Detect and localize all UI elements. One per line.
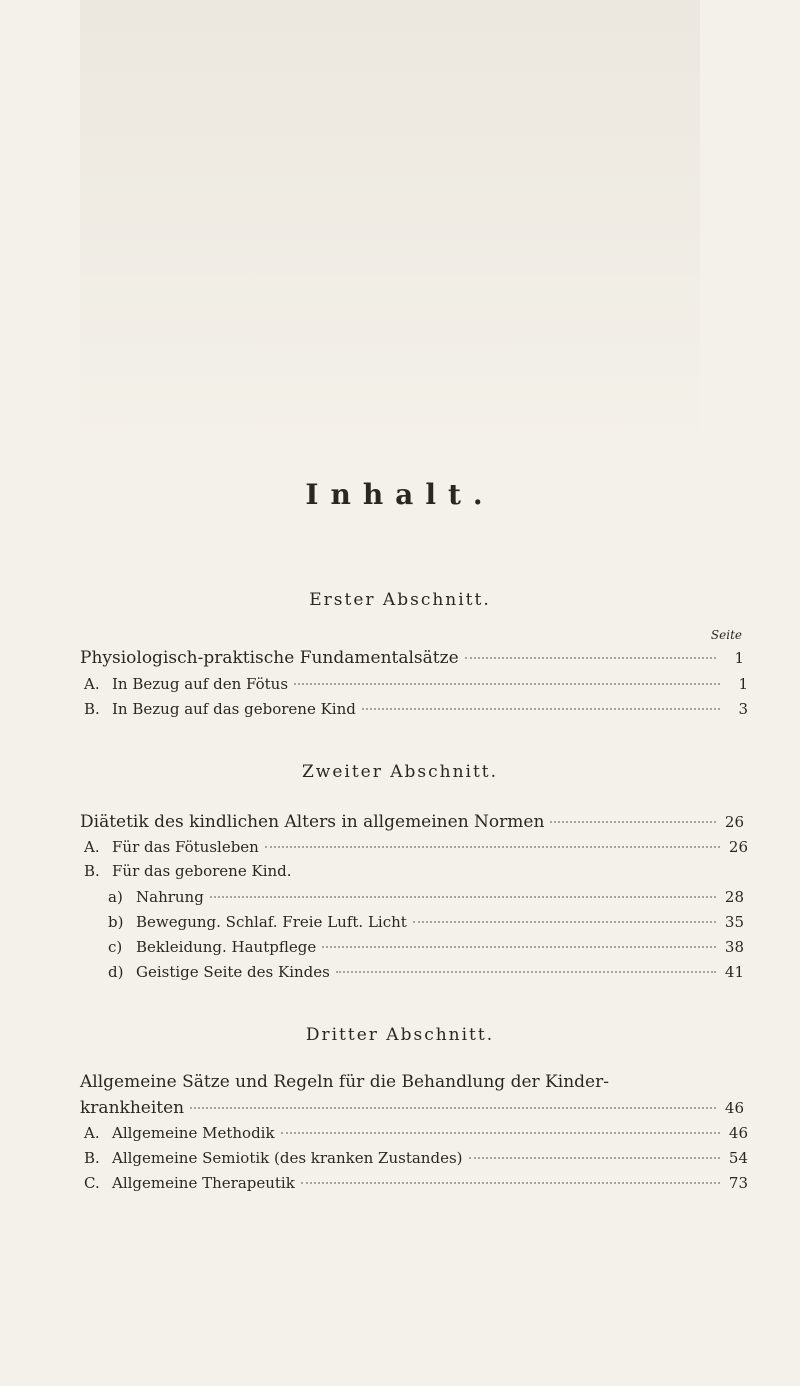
toc-entry[interactable] <box>84 675 748 693</box>
entry-letter: C. <box>84 1174 100 1192</box>
page-title: Inhalt. <box>305 478 495 511</box>
leader-dots <box>294 683 720 685</box>
toc-entry[interactable] <box>84 1149 748 1167</box>
entry-title-line2: krankheiten <box>80 1098 185 1118</box>
entry-page: 3 <box>738 700 748 718</box>
entry-title: Bekleidung. Hautpflege <box>136 938 317 956</box>
page-column-label: Seite <box>710 628 742 642</box>
toc-entry[interactable] <box>84 838 748 856</box>
leader-dots <box>190 1107 716 1109</box>
entry-title: Für das Fötusleben <box>112 838 259 856</box>
entry-title: Für das geborene Kind. <box>112 862 292 880</box>
entry-letter: B. <box>84 862 100 880</box>
entry-title: Diätetik des kindlichen Alters in allgemeinen Normen <box>80 812 545 832</box>
leader-dots <box>465 657 716 659</box>
bleed-through-area <box>80 0 700 460</box>
entry-title: Allgemeine Semiotik (des kranken Zustandes) <box>112 1149 463 1167</box>
entry-letter: d) <box>108 963 124 981</box>
entry-letter: c) <box>108 938 123 956</box>
entry-letter: A. <box>84 1124 100 1142</box>
entry-title: In Bezug auf das geborene Kind <box>112 700 356 718</box>
toc-entry[interactable] <box>84 862 748 880</box>
leader-dots <box>265 846 720 848</box>
entry-letter: A. <box>84 675 100 693</box>
toc-entry[interactable] <box>80 812 744 832</box>
entry-title: Bewegung. Schlaf. Freie Luft. Licht <box>136 913 407 931</box>
toc-entry[interactable] <box>108 913 744 931</box>
entry-page: 46 <box>728 1124 748 1142</box>
toc-entry[interactable] <box>84 1124 748 1142</box>
entry-page: 73 <box>728 1174 748 1192</box>
toc-entry[interactable] <box>108 888 744 906</box>
entry-title-line1: Allgemeine Sätze und Regeln für die Behandlung der Kinder- <box>80 1072 609 1092</box>
entry-page: 1 <box>738 675 748 693</box>
leader-dots <box>413 921 716 923</box>
entry-letter: b) <box>108 913 124 931</box>
entry-title: Allgemeine Therapeutik <box>112 1174 295 1192</box>
entry-page: 41 <box>724 963 744 981</box>
leader-dots <box>301 1182 720 1184</box>
entry-page: 54 <box>728 1149 748 1167</box>
section-heading-1: Erster Abschnitt. <box>309 590 491 610</box>
toc-entry[interactable] <box>108 938 744 956</box>
toc-entry[interactable] <box>84 1174 748 1192</box>
entry-letter: B. <box>84 1149 100 1167</box>
entry-letter: a) <box>108 888 123 906</box>
entry-page: 35 <box>724 913 744 931</box>
entry-page: 26 <box>724 813 744 831</box>
toc-entry[interactable] <box>84 700 748 718</box>
toc-entry[interactable] <box>80 1098 744 1118</box>
entry-page: 38 <box>724 938 744 956</box>
entry-title: Nahrung <box>136 888 204 906</box>
entry-title: Physiologisch-praktische Fundamentalsätze <box>80 648 459 668</box>
entry-page: 26 <box>728 838 748 856</box>
leader-dots <box>322 946 716 948</box>
section-heading-2: Zweiter Abschnitt. <box>301 762 499 782</box>
entry-letter: A. <box>84 838 100 856</box>
entry-page: 46 <box>724 1099 744 1117</box>
leader-dots <box>210 896 716 898</box>
entry-page: 1 <box>734 649 744 667</box>
entry-page: 28 <box>724 888 744 906</box>
toc-entry[interactable] <box>80 648 744 668</box>
leader-dots <box>281 1132 720 1134</box>
leader-dots <box>469 1157 721 1159</box>
leader-dots <box>362 708 720 710</box>
entry-title: In Bezug auf den Fötus <box>112 675 289 693</box>
toc-entry[interactable] <box>108 963 744 981</box>
leader-dots <box>550 821 716 823</box>
entry-title: Allgemeine Methodik <box>112 1124 275 1142</box>
leader-dots <box>336 971 716 973</box>
entry-letter: B. <box>84 700 100 718</box>
entry-title: Geistige Seite des Kindes <box>136 963 330 981</box>
section-heading-3: Dritter Abschnitt. <box>305 1025 495 1045</box>
